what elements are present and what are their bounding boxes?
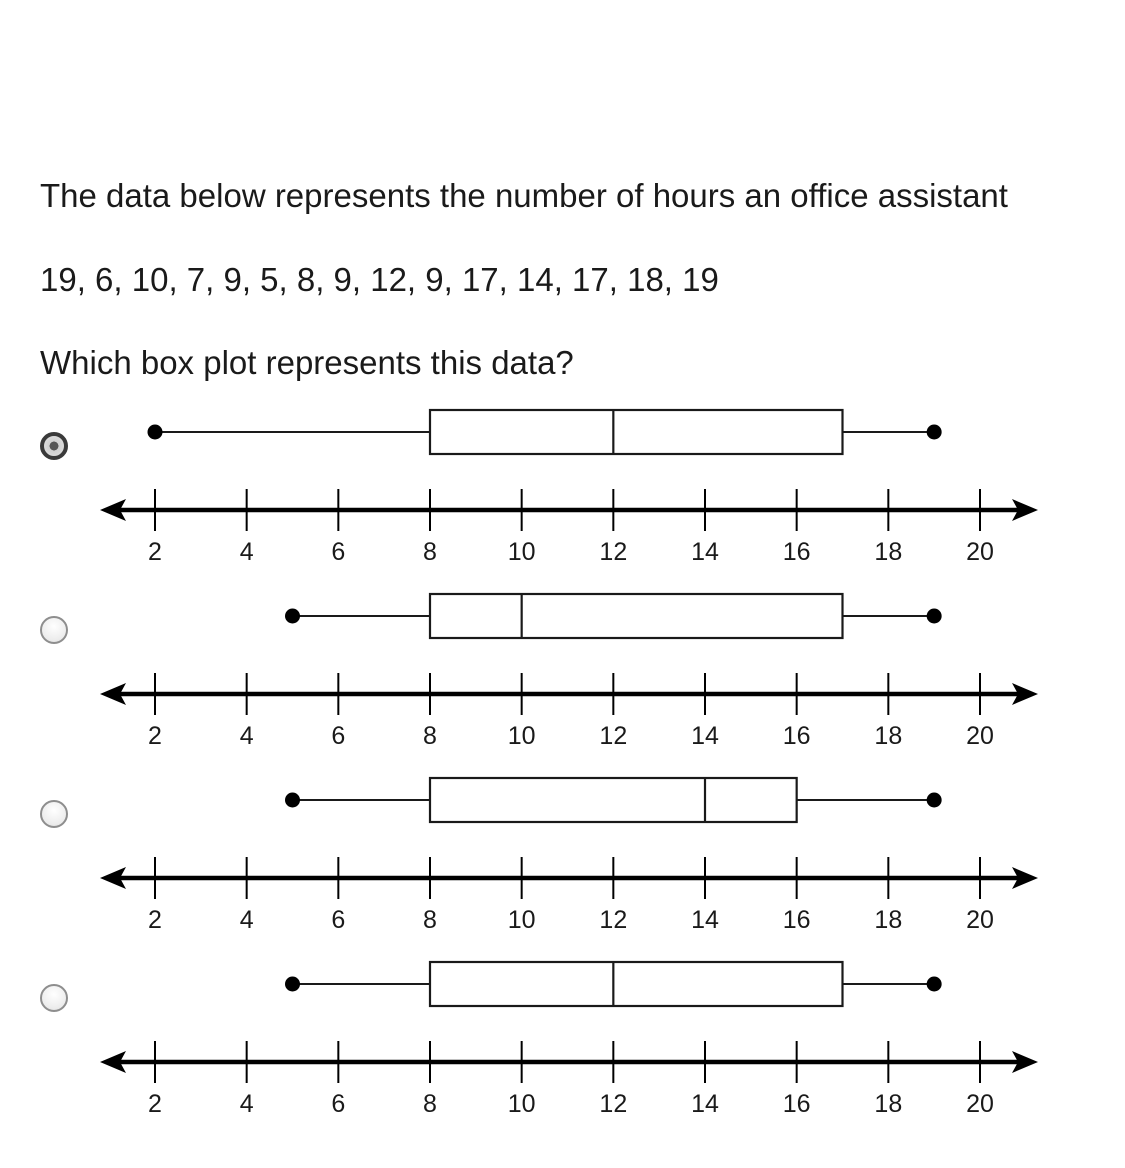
iqr-box: [430, 778, 797, 822]
tick-label: 14: [691, 1090, 719, 1118]
radio-button[interactable]: [40, 800, 68, 828]
min-point: [148, 425, 163, 440]
tick-label: 8: [423, 538, 437, 566]
tick-label: 2: [148, 538, 162, 566]
question-data: 19, 6, 10, 7, 9, 5, 8, 9, 12, 9, 17, 14, 17, 18, 19: [40, 261, 719, 298]
max-point: [927, 609, 942, 624]
tick-label: 12: [599, 722, 628, 750]
min-point: [285, 977, 300, 992]
tick-label: 14: [691, 722, 719, 750]
box-plot: [90, 770, 1050, 934]
tick-label: 8: [423, 1090, 437, 1118]
max-point: [927, 425, 942, 440]
tick-label: 2: [148, 906, 162, 934]
tick-label: 20: [966, 538, 994, 566]
tick-label: 8: [423, 722, 437, 750]
question-prompt: The data below represents the number of hours an office assistant: [40, 177, 1008, 214]
tick-label: 14: [691, 906, 719, 934]
box-plot: [90, 586, 1050, 750]
tick-label: 14: [691, 538, 719, 566]
question-ask: Which box plot represents this data?: [40, 344, 574, 381]
tick-label: 6: [331, 906, 346, 934]
tick-label: 4: [239, 538, 254, 566]
tick-label: 2: [148, 1090, 162, 1118]
tick-label: 4: [239, 1090, 254, 1118]
tick-label: 10: [507, 906, 536, 934]
tick-label: 6: [331, 538, 346, 566]
answer-option-4[interactable]: [0, 984, 1125, 1168]
tick-label: 4: [239, 722, 254, 750]
tick-label: 16: [782, 1090, 811, 1118]
tick-label: 10: [507, 722, 536, 750]
tick-label: 16: [782, 538, 811, 566]
tick-label: 12: [599, 906, 628, 934]
iqr-box: [430, 962, 843, 1006]
tick-label: 8: [423, 906, 437, 934]
tick-label: 10: [507, 1090, 536, 1118]
tick-label: 20: [966, 1090, 994, 1118]
tick-label: 18: [874, 722, 903, 750]
max-point: [927, 977, 942, 992]
radio-button[interactable]: [40, 984, 68, 1012]
tick-label: 20: [966, 722, 994, 750]
tick-label: 6: [331, 722, 346, 750]
tick-label: 20: [966, 906, 994, 934]
radio-button[interactable]: [40, 432, 68, 460]
tick-label: 16: [782, 906, 811, 934]
tick-label: 6: [331, 1090, 346, 1118]
iqr-box: [430, 594, 843, 638]
tick-label: 12: [599, 1090, 628, 1118]
box-plot: [90, 954, 1050, 1118]
tick-label: 18: [874, 1090, 903, 1118]
tick-label: 10: [507, 538, 536, 566]
tick-label: 4: [239, 906, 254, 934]
min-point: [285, 793, 300, 808]
max-point: [927, 793, 942, 808]
radio-button[interactable]: [40, 616, 68, 644]
iqr-box: [430, 410, 843, 454]
box-plot: [90, 402, 1050, 566]
tick-label: 18: [874, 906, 903, 934]
tick-label: 18: [874, 538, 903, 566]
tick-label: 12: [599, 538, 628, 566]
tick-label: 2: [148, 722, 162, 750]
tick-label: 16: [782, 722, 811, 750]
min-point: [285, 609, 300, 624]
